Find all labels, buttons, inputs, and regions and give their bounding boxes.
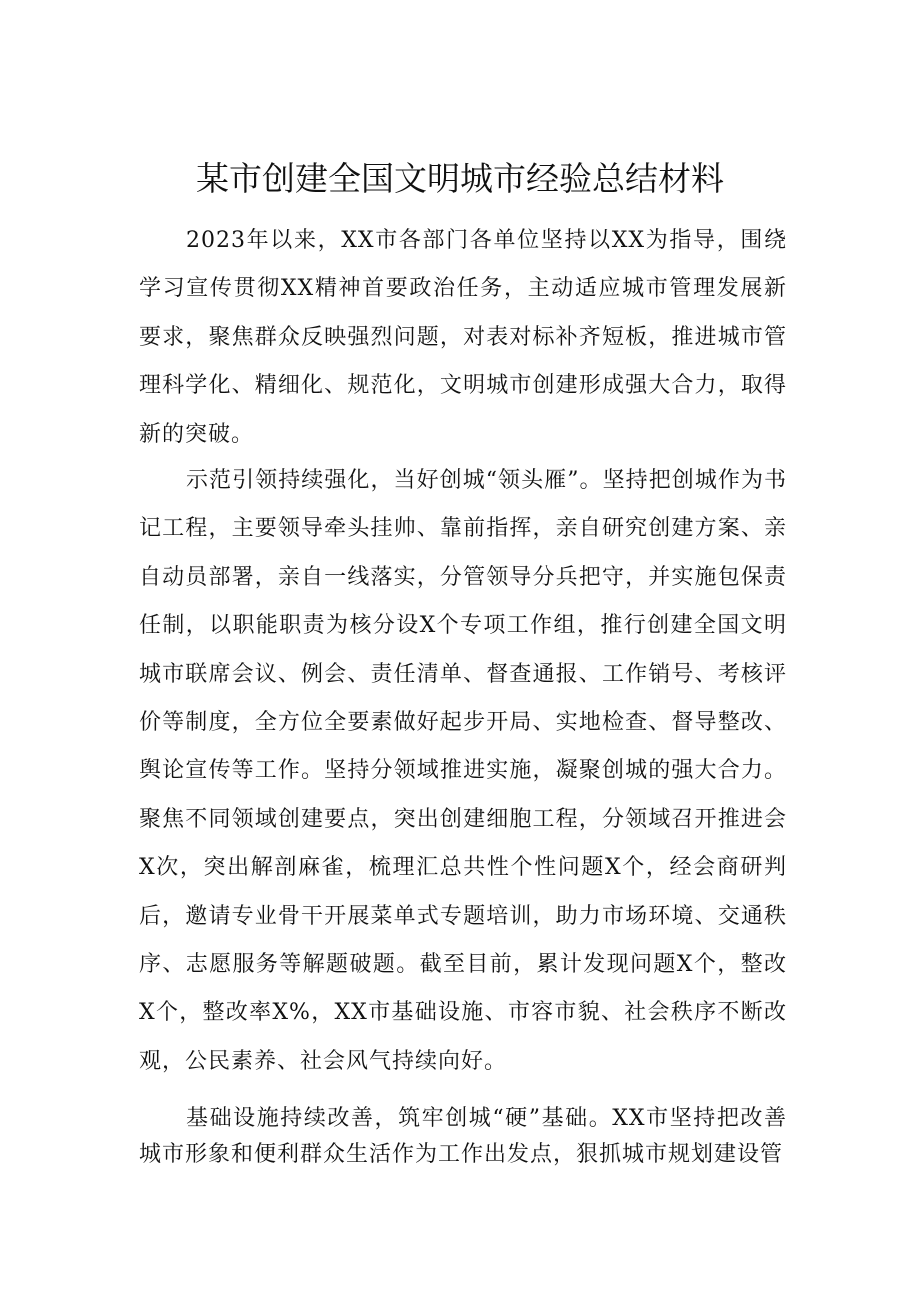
body-paragraph-2: 示范引领持续强化，当好创城“领头雁”。坚持把创城作为书记工程，主要领导牵头挂帅、靠前指挥，亲自研究创建方案、亲自动员部署，亲自一线落实，分管领导分兵把守，并实施包保责任制，以职能职责为核分设X个专项工作组，推行创建全国文明城市联席会议、例会、责任清单、督查通报、工作销号、考核评价等制度，全方位全要素做好起步开局、实地检查、督导整改、舆论宣传等工作。坚持分领域推进实施，凝聚创城的强大合力。聚焦不同领域创建要点，突出创建细胞工程，分领域召开推进会X次，突出解剖麻雀，梳理汇总共性个性问题X个，经会商研判后，邀请专业骨干开展菜单式专题培训，助力市场环境、交通秩序、志愿服务等解题破题。截至目前，累计发现问题X个，整改X个，整改率X%，XX市基础设施、市容市貌、社会秩序不断改观，公民素养、社会风气持续向好。	[139, 468, 787, 1074]
body-paragraph-3: 基础设施持续改善，筑牢创城“硬”基础。XX市坚持把改善城市形象和便利群众生活作为工作出发点，狠抓城市规划建设管	[139, 1106, 787, 1167]
document-title: 某市创建全国文明城市经验总结材料	[196, 159, 724, 198]
body-paragraph-1: 2023年以来，XX市各部门各单位坚持以XX为指导，围绕学习宣传贯彻XX精神首要政治任务，主动适应城市管理发展新要求，聚焦群众反映强烈问题，对表对标补齐短板，推进城市管理科学化、精细化、规范化，文明城市创建形成强大合力，取得新的突破。	[139, 228, 787, 447]
